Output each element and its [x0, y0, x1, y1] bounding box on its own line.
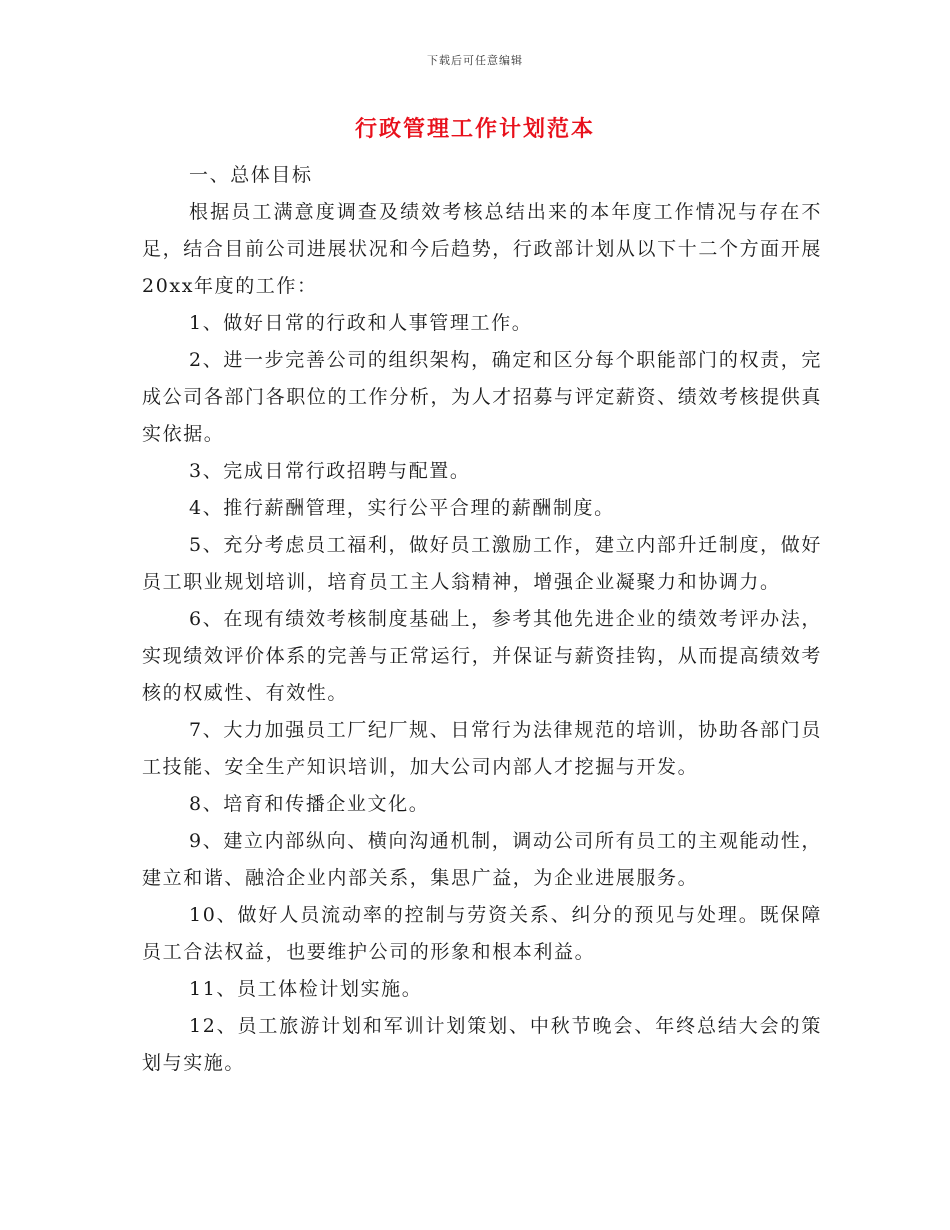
list-item-8: 8、培育和传播企业文化。	[189, 793, 430, 815]
list-item-9: 9、建立内部纵向、横向沟通机制，调动公司所有员工的主观能动性，建立和谐、融洽企业内部关系，集思广益，为企业进展服务。	[142, 830, 822, 889]
document-body	[142, 157, 822, 1082]
list-item-12: 12、员工旅游计划和军训计划策划、中秋节晚会、年终总结大会的策划与实施。	[142, 1015, 822, 1074]
list-item-2: 2、进一步完善公司的组织架构，确定和区分每个职能部门的权责，完成公司各部门各职位的工作分析，为人才招募与评定薪资、绩效考核提供真实依据。	[142, 349, 822, 445]
list-item-5: 5、充分考虑员工福利，做好员工激励工作，建立内部升迁制度，做好员工职业规划培训，培育员工主人翁精神，增强企业凝聚力和协调力。	[142, 534, 822, 593]
list-item-11: 11、员工体检计划实施。	[189, 978, 423, 1000]
section-heading: 一、总体目标	[189, 164, 313, 186]
intro-paragraph: 根据员工满意度调查及绩效考核总结出来的本年度工作情况与存在不足，结合目前公司进展状况和今后趋势，行政部计划从以下十二个方面开展20xx年度的工作：	[142, 201, 822, 297]
document-title: 行政管理工作计划范本	[354, 116, 595, 142]
list-item-7: 7、大力加强员工厂纪厂规、日常行为法律规范的培训，协助各部门员工技能、安全生产知识培训，加大公司内部人才挖掘与开发。	[142, 719, 822, 778]
list-item-4: 4、推行薪酬管理，实行公平合理的薪酬制度。	[189, 497, 615, 519]
page-header-note: 下载后可任意编辑	[427, 54, 523, 67]
list-item-1: 1、做好日常的行政和人事管理工作。	[189, 312, 533, 334]
list-item-3: 3、完成日常行政招聘与配置。	[189, 460, 471, 482]
list-item-6: 6、在现有绩效考核制度基础上，参考其他先进企业的绩效考评办法，实现绩效评价体系的完善与正常运行，并保证与薪资挂钩，从而提高绩效考核的权威性、有效性。	[142, 608, 822, 704]
list-item-10: 10、做好人员流动率的控制与劳资关系、纠分的预见与处理。既保障员工合法权益，也要维护公司的形象和根本利益。	[142, 904, 822, 963]
